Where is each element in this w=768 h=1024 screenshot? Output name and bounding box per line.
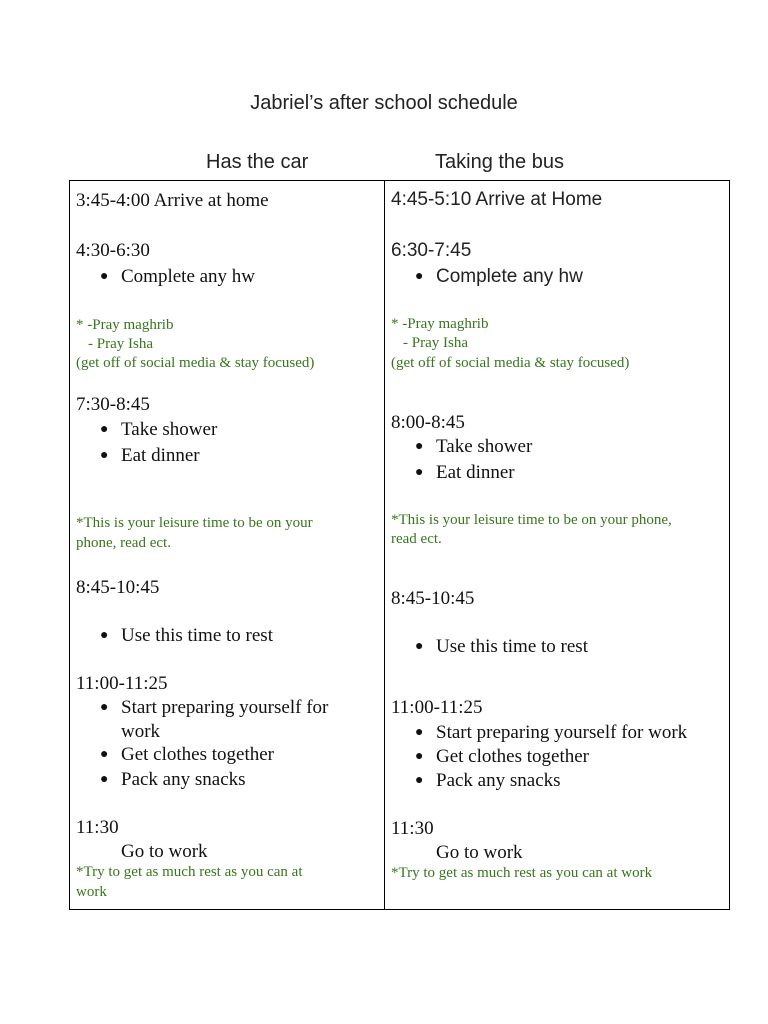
- bus-leisure-line2: read ect.: [391, 531, 442, 547]
- car-rest-note-line1: *Try to get as much rest as you can at: [76, 864, 303, 880]
- bullet-icon: ●: [100, 747, 109, 762]
- bus-rest-note: *Try to get as much rest as you can at work: [391, 865, 653, 881]
- bus-arrive: 4:45-5:10 Arrive at Home: [391, 189, 603, 210]
- bus-shower-time: 8:00-8:45: [391, 412, 465, 433]
- bus-dinner-item: Eat dinner: [436, 462, 515, 483]
- bullet-icon: ●: [100, 269, 109, 284]
- car-arrive: 3:45-4:00 Arrive at home: [76, 190, 269, 211]
- bus-prep-item: Start preparing yourself for work: [436, 722, 688, 743]
- car-rest-note-line2: work: [76, 884, 107, 900]
- bus-work-time: 11:30: [391, 818, 434, 839]
- bullet-icon: ●: [100, 700, 109, 715]
- bullet-icon: ●: [100, 422, 109, 437]
- column-header-bus: Taking the bus: [435, 151, 564, 173]
- car-leisure-line2: phone, read ect.: [76, 535, 171, 551]
- bullet-icon: ●: [415, 269, 424, 284]
- bullet-icon: ●: [415, 639, 424, 654]
- car-rest-item: Use this time to rest: [121, 625, 273, 646]
- bus-rest-time: 8:45-10:45: [391, 588, 475, 609]
- bus-pray-line1: * -Pray maghrib: [391, 316, 489, 332]
- car-pray-line1: * -Pray maghrib: [76, 317, 174, 333]
- bullet-icon: ●: [415, 465, 424, 480]
- car-pray-line2: - Pray Isha: [88, 336, 153, 352]
- bus-hw-item: Complete any hw: [436, 266, 583, 287]
- column-header-car: Has the car: [206, 151, 309, 173]
- car-hw-time: 4:30-6:30: [76, 240, 150, 261]
- page-title: Jabriel’s after school schedule: [250, 92, 518, 114]
- car-prep-item-line2: work: [121, 721, 161, 742]
- bullet-icon: ●: [415, 749, 424, 764]
- car-leisure-line1: *This is your leisure time to be on your: [76, 515, 313, 531]
- car-work-time: 11:30: [76, 817, 119, 838]
- car-shower-time: 7:30-8:45: [76, 394, 150, 415]
- car-pray-line3: (get off of social media & stay focused): [76, 355, 315, 371]
- bus-pray-line3: (get off of social media & stay focused): [391, 355, 630, 371]
- bus-hw-time: 6:30-7:45: [391, 240, 472, 261]
- column-divider: [384, 181, 385, 909]
- bullet-icon: ●: [415, 773, 424, 788]
- car-rest-time: 8:45-10:45: [76, 577, 160, 598]
- bus-pray-line2: - Pray Isha: [403, 335, 468, 351]
- bullet-icon: ●: [100, 772, 109, 787]
- bus-work-item: Go to work: [436, 842, 523, 863]
- car-prep-item-line1: Start preparing yourself for: [121, 697, 329, 718]
- bus-snacks-item: Pack any snacks: [436, 770, 561, 791]
- car-shower-item: Take shower: [121, 419, 218, 440]
- car-clothes-item: Get clothes together: [121, 744, 275, 765]
- car-prep-time: 11:00-11:25: [76, 673, 168, 694]
- car-dinner-item: Eat dinner: [121, 445, 200, 466]
- schedule-table: [69, 180, 730, 910]
- bus-shower-item: Take shower: [436, 436, 533, 457]
- car-work-item: Go to work: [121, 841, 208, 862]
- bus-leisure-line1: *This is your leisure time to be on your phone,: [391, 512, 672, 528]
- bus-prep-time: 11:00-11:25: [391, 697, 483, 718]
- bullet-icon: ●: [415, 439, 424, 454]
- bullet-icon: ●: [100, 448, 109, 463]
- car-hw-item: Complete any hw: [121, 266, 256, 287]
- bus-clothes-item: Get clothes together: [436, 746, 590, 767]
- bullet-icon: ●: [100, 628, 109, 643]
- car-snacks-item: Pack any snacks: [121, 769, 246, 790]
- bus-rest-item: Use this time to rest: [436, 636, 588, 657]
- bullet-icon: ●: [415, 725, 424, 740]
